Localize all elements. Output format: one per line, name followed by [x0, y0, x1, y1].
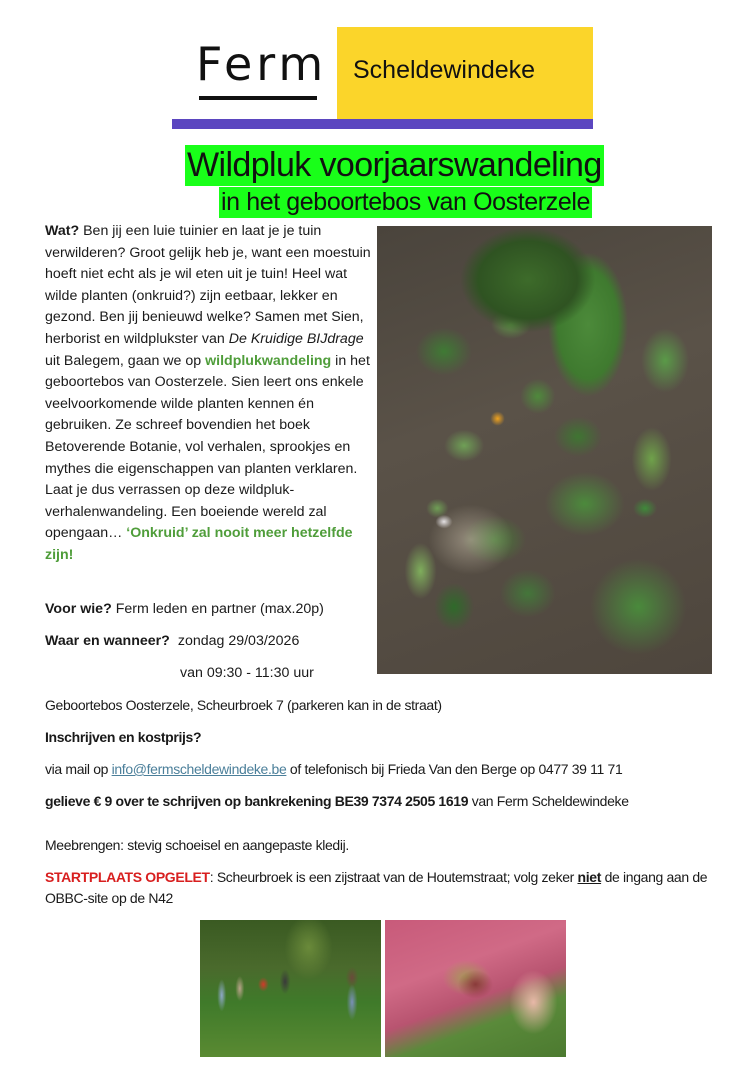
who-label: Voor wie? [45, 601, 112, 617]
intro-green-highlight: wildplukwandeling [205, 352, 332, 369]
intro-italic-org: De Kruidige BIJdrage [228, 330, 364, 347]
intro-text-1: Ben jij een luie tuinier en laat je je tuin verwilderen? Groot gelijk heb je, want een moestuin hoeft niet echt als je wil eten uit je tuin! Heel wat wilde planten (onkruid?) zijn eetbaar, lekker en gezond. Ben jij benieuwd welke? Samen met Sien, herborist en wildplukster van [45, 223, 371, 347]
payment-bold: gelieve € 9 over te schrijven op bankrekening BE39 7374 2505 1619 [45, 793, 469, 809]
registration-prefix: via mail op [45, 761, 112, 777]
warning-label: STARTPLAATS OPGELET [45, 869, 210, 885]
who-line [45, 599, 324, 619]
warning-paragraph [45, 867, 725, 909]
warning-emphasis: niet [577, 869, 602, 885]
registration-suffix: of telefonisch bij Frieda Van den Berge op 0477 39 11 71 [286, 761, 623, 777]
payment-rest: van Ferm Scheldewindeke [468, 793, 629, 809]
logo-purple-bar [172, 119, 593, 129]
when-time: van 09:30 - 11:30 uur [180, 665, 314, 681]
logo-chapter-name: Scheldewindeke [353, 56, 536, 84]
payment-line [45, 791, 629, 811]
intro-text-3: in het geboortebos van Oosterzele. Sien leert ons enkele veelvoorkomende wilde planten kennen én gebruiken. Ze schreef bovendien het boek Betoverende Botanie, vol verhalen, sprookjes en mythes die eigenschappen van planten verklaren. Laat je dus verrassen op deze wildpluk-verhalenwandeling. Een boeiende wereld zal opengaan… [45, 352, 370, 542]
when-label: Waar en wanneer? [45, 633, 170, 649]
intro-paragraph [45, 221, 375, 567]
logo-ferm-wordmark: Ferm [196, 37, 328, 91]
page-subtitle: in het geboortebos van Oosterzele [221, 188, 590, 216]
wild-plants-photo [377, 226, 712, 674]
page-title: Wildpluk voorjaarswandeling [187, 146, 602, 184]
email-link[interactable]: info@fermscheldewindeke.be [111, 761, 287, 777]
logo-underline [199, 96, 317, 100]
who-value: Ferm leden en partner (max.20p) [111, 601, 324, 617]
intro-text-2: uit Balegem, gaan we op [45, 352, 206, 369]
intro-label: Wat? [45, 223, 80, 239]
warning-text-1: : Scheurbroek is een zijstraat van de Houtemstraat; volg zeker [209, 869, 578, 885]
registration-heading: Inschrijven en kostprijs? [45, 729, 202, 745]
harvest-basket-photo [385, 920, 566, 1057]
when-date: zondag 29/03/2026 [177, 633, 300, 649]
location-line: Geboortebos Oosterzele, Scheurbroek 7 (parkeren kan in de straat) [45, 697, 442, 713]
group-walk-photo [200, 920, 381, 1057]
bring-line: Meebrengen: stevig schoeisel en aangepaste kledij. [45, 837, 349, 853]
warning-text-2: de ingang aan de OBBC-site op de N42 [45, 869, 708, 906]
when-line [45, 631, 299, 651]
registration-line [45, 759, 622, 779]
intro-green-closing: ‘Onkruid’ zal nooit meer hetzelfde zijn! [45, 525, 353, 563]
